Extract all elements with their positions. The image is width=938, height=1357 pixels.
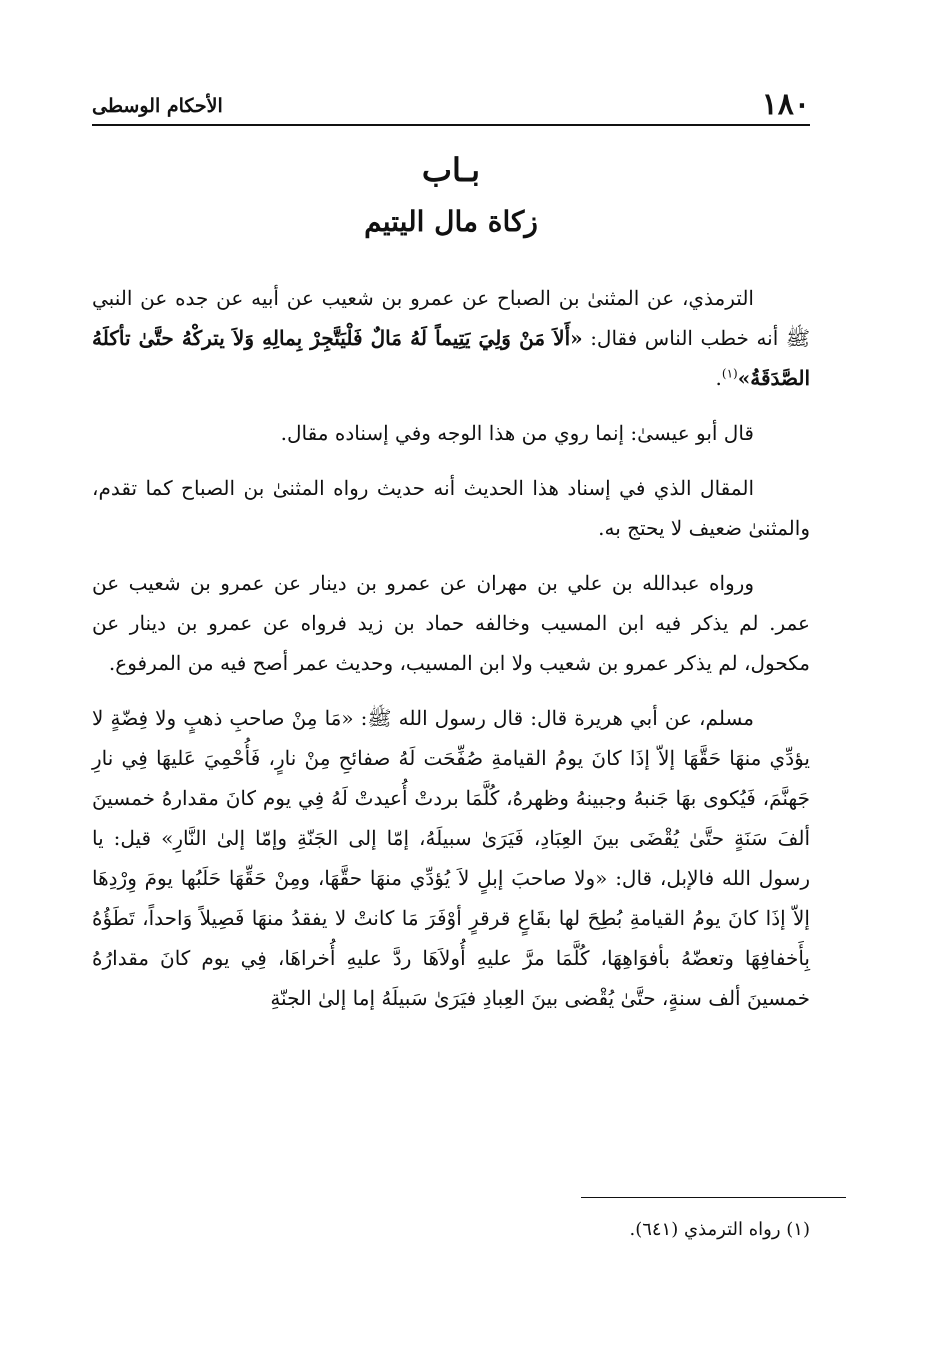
body-text: [92, 278, 810, 1033]
chapter-label: بـاب: [421, 151, 481, 189]
chapter-title: زكاة مال اليتيم: [364, 205, 538, 238]
paragraph-1-text: الترمذي، عن المثنىٰ بن الصباح عن عمرو بن شعيب عن أبيه عن جده عن النبي ﷺ أنه خطب الناس فقال:: [92, 286, 811, 350]
paragraph-4: ورواه عبدالله بن علي بن مهران عن عمرو بن دينار عن عمرو بن شعيب عن عمر. لم يذكر فيه ابن المسيب وخالفه حماد بن زيد فرواه عن عمرو بن دينار عن مكحول، لم يذكر عمرو بن شعيب ولا ابن المسيب، وحديث عمر أصح فيه من المرفوع.: [92, 571, 810, 675]
paragraph-5: مسلم، عن أبي هريرة قال: قال رسول الله ﷺ: «مَا مِنْ صاحبِ ذهبٍ ولا فِضّةٍ لا يؤدِّي منهَا حَقَّهَا إلاّ إذَا كانَ يومُ القيامةِ صُفِّحَت لَهُ صفائحِ مِنْ نارٍ، فَأُحْمِيَ عَليهَا فِي نارِ جَهنَّمَ، فَيُكوى بهَا جَنبهُ وجبينهُ وظهرهُ، كُلَّمَا بردتْ أُعيدتْ لَهُ فِي يوم كانَ مقدارهُ خمسينَ ألفَ سَنَةٍ حتَّىٰ يُقْضَى بينَ العِبَادِ، فَيَرَىٰ سبيلَهُ، إمّا إلى الجَنّةِ وإمّا إلىٰ النَّارِ» قيل: يا رسول الله فالإبل، قال: «ولا صاحبَ إبلٍ لاَ يُؤدِّي منهَا حقَّهَا، ومِنْ حَقِّهَا حَلَبُها يومَ وِرْدِهَا إلاّ إذَا كانَ يومُ القيامةِ بُطِحَ لها بقَاعٍ قرقرٍ أوْفَرَ مَا كانتْ لا يفقدُ منهَا فَصِيلاً وَاحداً، تَطَؤُهُ بِأَخفافِهَا وتعضّهُ بأفوَاهِهَا، كُلَّمَا مرَّ عليهِ أُولاَهَا ردَّ عليهِ أُخراهَا، فِي يوم كانَ مقدارُهُ خمسينَ ألف سنةٍ، حتَّىٰ يُقْضى بينَ العِبادِ فيَرَىٰ سَبيلَهُ إما إلىٰ الجنّةِ: [92, 706, 810, 1010]
paragraph-1-end: .: [715, 366, 722, 390]
running-title: الأحكام الوسطى: [92, 95, 223, 117]
header-rule: [92, 124, 810, 126]
paragraph-2: قال أبو عيسىٰ: إنما روي من هذا الوجه وفي إسناده مقال.: [280, 421, 754, 445]
paragraph-3: المقال الذي في إسناد هذا الحديث أنه حديث رواه المثنىٰ بن الصباح كما تقدم، والمثنىٰ ضعيف لا يحتج به.: [92, 476, 810, 540]
page-header: [92, 86, 810, 126]
page-number: ١٨٠: [761, 87, 810, 122]
paragraph-1: [92, 278, 810, 398]
hadith-quote: «أَلاَ مَنْ وَلِيَ يَتِيماً لَهُ مَالٌ فَلْيَتَّجِرْ بِمالِهِ وَلاَ يتركْهُ حتَّىٰ تأكلَهُ الصَّدَقَةُ»: [92, 326, 810, 390]
footnote-reference: (١): [721, 366, 738, 381]
footnote-rule: [581, 1197, 846, 1198]
footnote-1: (١) رواه الترمذي (٦٤١).: [629, 1219, 810, 1240]
